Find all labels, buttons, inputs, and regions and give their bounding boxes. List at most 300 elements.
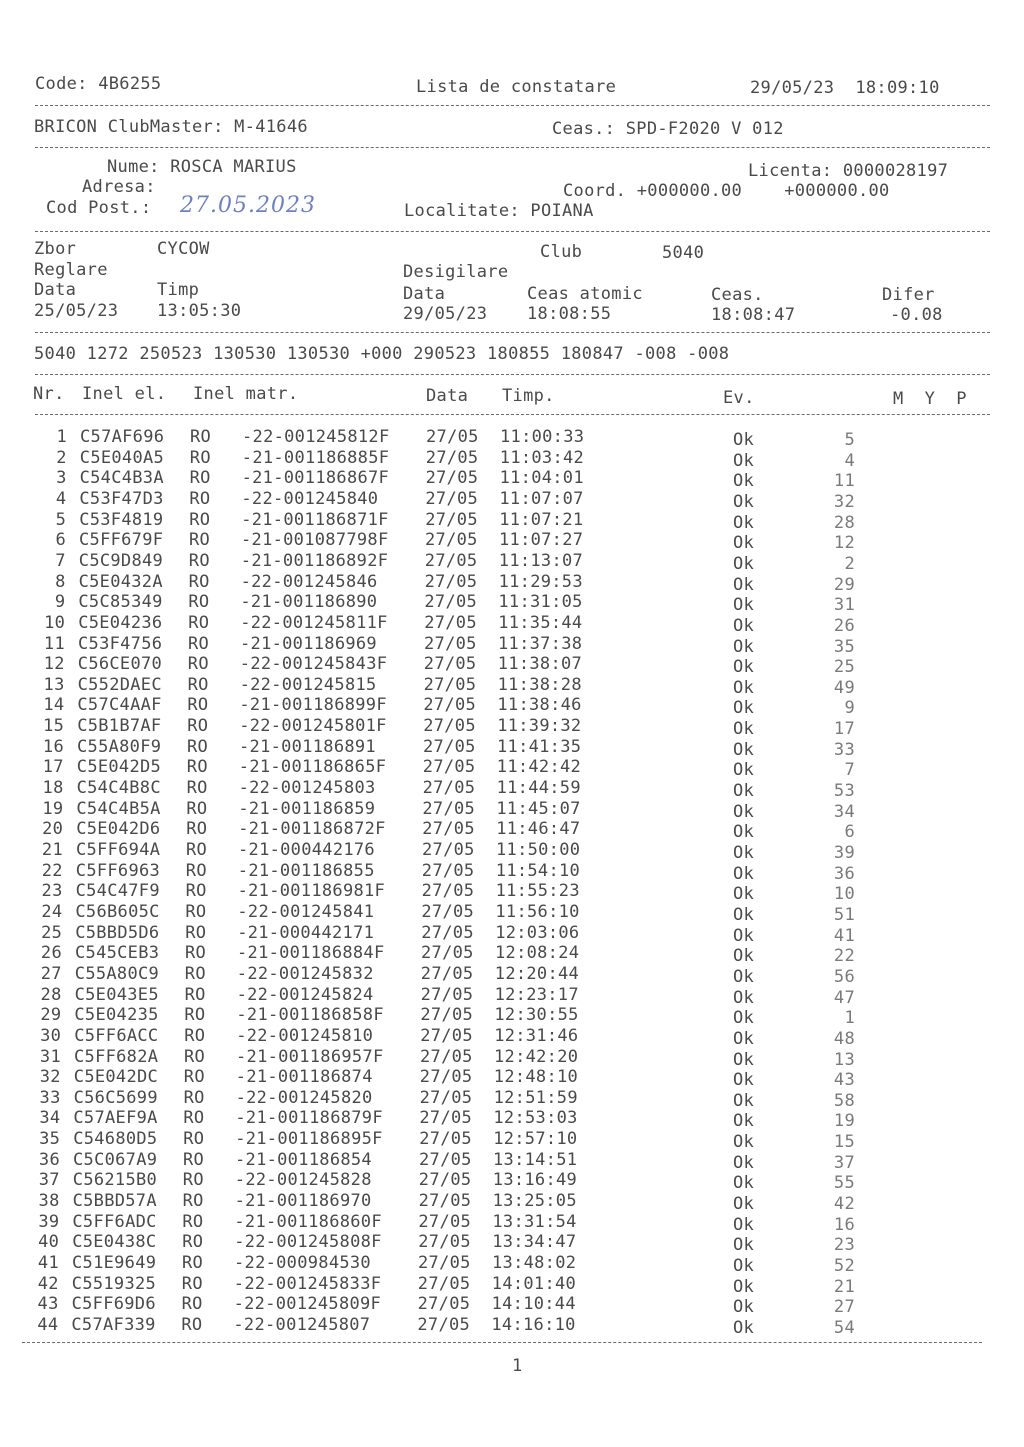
row-score: 37 [833, 1152, 855, 1173]
row-nr: 24 [41, 901, 63, 922]
row-nr: 11 [43, 633, 65, 654]
col-ev: Ev. [723, 388, 755, 408]
row-nr: 36 [38, 1149, 60, 1170]
row-country: RO [184, 1046, 206, 1067]
row-date: 27/05 [423, 716, 476, 737]
row-date: 27/05 [420, 1025, 473, 1046]
row-time: 11:38:28 [497, 674, 582, 695]
row-time: 12:23:17 [494, 984, 579, 1005]
flight-label: Zbor [34, 239, 77, 259]
club-label: Club [540, 242, 583, 262]
row-inel-matr: -22-001245812F [242, 427, 390, 447]
row-time: 11:41:35 [497, 736, 582, 757]
row-date: 27/05 [421, 901, 475, 922]
row-country: RO [188, 633, 210, 654]
row-date: 27/05 [417, 1294, 471, 1315]
row-date: 27/05 [422, 819, 475, 840]
row-inel-matr: -21-001186969 [240, 633, 377, 654]
row-event: Ok [733, 1235, 755, 1256]
locality: Localitate: POIANA [404, 201, 594, 221]
row-date: 27/05 [419, 1149, 472, 1170]
row-country: RO [187, 695, 209, 716]
row-event: Ok [733, 615, 755, 636]
row-event: Ok [733, 430, 755, 450]
row-nr: 22 [41, 860, 63, 881]
row-inel-el: C5FF6ADC [72, 1211, 157, 1232]
row-date: 27/05 [419, 1067, 473, 1088]
divider [35, 332, 990, 333]
divider [35, 374, 990, 375]
desigilare-date: 29/05/23 [403, 304, 488, 324]
row-time: 11:07:21 [499, 509, 584, 530]
row-event: Ok [733, 1297, 755, 1318]
row-score: 21 [833, 1276, 855, 1297]
row-nr: 5 [55, 509, 67, 530]
row-inel-el: C5E04235 [74, 1005, 159, 1026]
row-inel-matr: -21-001087798F [241, 530, 389, 551]
row-time: 13:25:05 [492, 1191, 577, 1212]
row-event: Ok [733, 1173, 755, 1194]
row-time: 11:03:42 [499, 447, 585, 468]
row-score: 53 [833, 781, 855, 802]
row-country: RO [182, 1170, 204, 1191]
row-date: 27/05 [420, 963, 474, 984]
row-country: RO [183, 1149, 205, 1170]
row-country: RO [183, 1129, 205, 1150]
row-country: RO [187, 736, 209, 757]
row-nr: 25 [41, 922, 63, 943]
row-inel-matr: -22-001245815 [239, 674, 377, 695]
row-inel-el: C53F4756 [78, 633, 163, 654]
row-nr: 2 [56, 447, 67, 468]
row-inel-matr: -21-001186891 [239, 736, 376, 757]
license-number: Licenta: 0000028197 [748, 161, 949, 181]
row-inel-el: C5FF69D6 [71, 1294, 156, 1315]
row-score: 17 [833, 719, 855, 740]
row-score: 9 [844, 698, 855, 719]
row-inel-el: C5FF6ACC [74, 1025, 159, 1046]
row-event: Ok [733, 450, 755, 471]
row-event: Ok [733, 1214, 755, 1235]
row-event: Ok [733, 719, 755, 740]
row-inel-el: C55A80F9 [77, 736, 162, 757]
row-score: 52 [833, 1256, 855, 1276]
row-nr: 31 [39, 1046, 61, 1067]
atomic-time: 18:08:55 [527, 304, 612, 324]
row-date: 27/05 [425, 488, 479, 509]
row-inel-matr: -21-001186874 [235, 1067, 373, 1088]
row-score: 54 [833, 1317, 855, 1338]
row-date: 27/05 [423, 736, 476, 757]
row-inel-el: C54C4B3A [79, 468, 164, 489]
row-inel-matr: -22-001245824 [236, 984, 374, 1005]
col-inel-el: Inel el. [82, 384, 167, 404]
ceas-label: Ceas. [711, 285, 764, 305]
row-country: RO [183, 1108, 205, 1129]
row-nr: 6 [55, 530, 66, 551]
row-score: 42 [833, 1194, 855, 1215]
row-country: RO [190, 427, 212, 447]
row-nr: 8 [55, 571, 66, 592]
row-inel-matr: -22-001245803 [238, 778, 376, 799]
row-country: RO [186, 778, 208, 799]
data-label: Data [34, 280, 77, 300]
divider [35, 147, 990, 148]
row-inel-el: C56CE070 [77, 654, 163, 675]
row-inel-matr: -21-001186865F [238, 757, 387, 778]
row-time: 11:45:07 [496, 798, 581, 819]
row-date: 27/05 [425, 509, 478, 530]
row-event: Ok [733, 946, 755, 967]
clock-time: 18:08:47 [711, 305, 796, 325]
row-date: 27/05 [421, 922, 474, 943]
row-inel-matr: -21-001186981F [237, 881, 386, 902]
row-event: Ok [733, 677, 755, 698]
row-time: 14:16:10 [491, 1314, 576, 1335]
row-time: 11:42:42 [496, 757, 582, 778]
row-nr: 18 [42, 778, 64, 799]
row-inel-el: C5BBD5D6 [75, 922, 160, 943]
row-inel-matr: -21-001186970 [234, 1191, 372, 1212]
row-inel-matr: -21-001186895F [235, 1129, 383, 1150]
row-country: RO [188, 612, 210, 633]
row-time: 13:34:47 [492, 1232, 577, 1253]
row-score: 15 [833, 1132, 855, 1153]
row-inel-matr: -22-001245801F [239, 716, 387, 737]
row-score: 58 [833, 1090, 855, 1111]
row-country: RO [186, 757, 208, 778]
ceas-atomic-label: Ceas atomic [527, 284, 643, 304]
row-inel-el: C5E04236 [78, 612, 163, 633]
row-inel-matr: -21-001186871F [241, 509, 389, 530]
row-inel-matr: -22-001245841 [237, 901, 375, 922]
row-inel-matr: -21-000442171 [237, 922, 375, 943]
row-score: 7 [844, 760, 855, 781]
row-inel-matr: -21-001186854 [235, 1149, 372, 1170]
row-time: 11:04:01 [499, 468, 584, 489]
row-inel-el: C54C4B8C [76, 778, 161, 799]
row-time: 11:55:23 [495, 881, 580, 902]
row-country: RO [185, 943, 207, 964]
row-score: 34 [833, 801, 855, 822]
row-score: 10 [833, 884, 855, 905]
system-name: BRICON ClubMaster: M-41646 [34, 117, 308, 137]
row-inel-el: C5FF682A [74, 1046, 159, 1067]
row-time: 11:31:05 [498, 592, 583, 613]
clock-model: Ceas.: SPD-F2020 V 012 [552, 119, 784, 139]
row-time: 14:10:44 [491, 1294, 576, 1315]
flight-value: CYCOW [157, 239, 210, 259]
row-score: 26 [833, 615, 855, 636]
row-date: 27/05 [424, 550, 478, 571]
reglare-label: Reglare [34, 260, 108, 280]
row-time: 12:30:55 [494, 1005, 579, 1026]
row-event: Ok [733, 1317, 755, 1338]
row-score: 55 [833, 1173, 855, 1194]
row-event: Ok [733, 1132, 755, 1153]
owner-name: Nume: ROSCA MARIUS [107, 157, 297, 177]
row-inel-el: C57AF339 [71, 1314, 156, 1335]
row-nr: 13 [43, 674, 65, 695]
row-event: Ok [733, 1256, 755, 1276]
row-time: 11:29:53 [498, 571, 583, 592]
row-event: Ok [733, 987, 755, 1008]
row-inel-el: C53F4819 [79, 509, 164, 530]
row-country: RO [182, 1253, 204, 1273]
row-nr: 12 [43, 654, 65, 675]
row-score: 51 [833, 904, 855, 925]
row-inel-el: C51E9649 [72, 1253, 157, 1273]
row-nr: 16 [42, 736, 64, 757]
row-country: RO [189, 488, 211, 509]
row-score: 35 [833, 636, 855, 657]
row-date: 27/05 [423, 654, 477, 675]
row-time: 11:44:59 [496, 778, 581, 799]
row-inel-matr: -21-001186899F [239, 695, 387, 716]
row-country: RO [182, 1232, 204, 1253]
row-inel-matr: -21-001186859 [238, 798, 376, 819]
row-inel-el: C54680D5 [73, 1129, 158, 1150]
row-inel-el: C54C47F9 [75, 881, 160, 902]
row-inel-matr: -21-001186890 [240, 592, 378, 613]
row-country: RO [185, 922, 207, 943]
row-inel-el: C55A80C9 [74, 963, 160, 984]
row-nr: 14 [43, 695, 65, 716]
row-event: Ok [733, 1194, 755, 1215]
row-score: 32 [833, 491, 855, 512]
row-inel-matr: -21-001186884F [237, 943, 385, 964]
row-date: 27/05 [418, 1253, 471, 1273]
row-country: RO [188, 571, 210, 592]
row-date: 27/05 [425, 468, 479, 489]
row-time: 11:56:10 [495, 901, 580, 922]
row-inel-el: C5E042D5 [76, 757, 162, 778]
row-inel-matr: -22-001245832 [236, 963, 374, 984]
row-inel-el: C5FF679F [79, 530, 164, 551]
row-event: Ok [733, 533, 755, 554]
divider [35, 414, 990, 415]
row-nr: 26 [40, 943, 62, 964]
divider [22, 1342, 982, 1343]
row-inel-el: C56215B0 [72, 1170, 158, 1191]
row-score: 25 [833, 657, 855, 678]
row-inel-el: C5E040A5 [79, 447, 165, 468]
col-nr: Nr. [33, 384, 65, 404]
row-date: 27/05 [420, 984, 474, 1005]
row-time: 12:57:10 [493, 1129, 578, 1150]
row-score: 31 [833, 595, 855, 616]
row-time: 12:20:44 [494, 963, 580, 984]
row-nr: 39 [38, 1211, 60, 1232]
row-inel-el: C5519325 [71, 1273, 157, 1294]
row-date: 27/05 [418, 1232, 471, 1253]
row-score: 41 [833, 925, 855, 946]
postcode-label: Cod Post.: [46, 198, 152, 218]
col-data: Data [426, 386, 469, 406]
row-country: RO [189, 530, 211, 551]
row-date: 27/05 [424, 571, 478, 592]
row-country: RO [181, 1273, 203, 1294]
row-nr: 34 [39, 1108, 61, 1129]
row-country: RO [188, 550, 210, 571]
row-time: 12:48:10 [493, 1067, 579, 1088]
document-title: Lista de constatare [416, 77, 617, 97]
row-inel-matr: -22-001245811F [240, 612, 388, 633]
row-inel-matr: -22-000984530 [234, 1253, 371, 1273]
row-score: 43 [833, 1070, 855, 1091]
row-score: 28 [833, 512, 855, 533]
row-date: 27/05 [421, 943, 474, 964]
row-date: 27/05 [424, 633, 477, 654]
row-event: Ok [733, 1276, 755, 1297]
row-date: 27/05 [418, 1170, 472, 1191]
row-inel-el: C5E042D6 [76, 819, 161, 840]
reglare-time: 13:05:30 [157, 301, 242, 321]
row-inel-el: C5BBD57A [72, 1191, 157, 1212]
row-score: 6 [844, 822, 855, 843]
row-nr: 23 [41, 881, 63, 902]
row-inel-matr: -21-001186885F [241, 447, 390, 468]
row-date: 27/05 [417, 1273, 471, 1294]
row-country: RO [183, 1087, 205, 1108]
row-nr: 40 [38, 1232, 60, 1253]
row-inel-el: C5E042DC [73, 1067, 159, 1088]
row-date: 27/05 [422, 840, 475, 860]
divider [35, 105, 990, 106]
row-inel-matr: -21-001186860F [234, 1211, 382, 1232]
row-inel-el: C5C9D849 [78, 550, 164, 571]
row-inel-el: C57AF696 [80, 427, 165, 447]
row-nr: 38 [38, 1191, 60, 1212]
row-score: 48 [833, 1028, 855, 1049]
row-event: Ok [733, 512, 755, 533]
address-label: Adresa: [82, 177, 156, 197]
row-date: 27/05 [424, 612, 477, 633]
row-nr: 19 [42, 798, 64, 819]
row-time: 12:03:06 [495, 922, 580, 943]
row-date: 27/05 [420, 1046, 473, 1067]
row-event: Ok [733, 657, 755, 678]
row-inel-matr: -21-001186858F [236, 1005, 384, 1026]
row-inel-el: C53F47D3 [79, 488, 164, 509]
row-event: Ok [733, 1111, 755, 1132]
col-timp: Timp. [502, 386, 555, 406]
row-score: 36 [833, 863, 855, 884]
row-inel-matr: -22-001245833F [233, 1273, 382, 1294]
row-inel-el: C5E043E5 [74, 984, 159, 1005]
row-inel-matr: -22-001245843F [239, 654, 388, 675]
row-score: 12 [833, 533, 855, 554]
row-event: Ok [733, 843, 755, 863]
row-event: Ok [733, 760, 755, 781]
row-nr: 41 [37, 1253, 59, 1273]
row-event: Ok [733, 1070, 755, 1091]
row-time: 14:01:40 [491, 1273, 577, 1294]
row-country: RO [184, 963, 206, 984]
row-nr: 15 [43, 716, 65, 737]
row-score: 47 [833, 987, 855, 1008]
row-date: 27/05 [421, 881, 475, 902]
row-time: 12:08:24 [495, 943, 580, 964]
row-time: 12:51:59 [493, 1087, 578, 1108]
row-date: 27/05 [424, 592, 478, 613]
row-inel-matr: -21-001186879F [235, 1108, 383, 1129]
row-inel-matr: -21-001186867F [241, 468, 390, 489]
row-date: 27/05 [421, 860, 475, 881]
row-country: RO [185, 901, 207, 922]
row-country: RO [181, 1314, 203, 1335]
divider [35, 231, 990, 232]
row-date: 27/05 [417, 1314, 471, 1335]
row-event: Ok [733, 1152, 755, 1173]
row-date: 27/05 [420, 1005, 474, 1026]
row-time: 11:50:00 [496, 840, 581, 860]
row-inel-el: C5E0432A [78, 571, 163, 592]
desigilare-label: Desigilare [403, 262, 509, 282]
row-time: 12:31:46 [494, 1025, 579, 1046]
row-time: 11:13:07 [498, 550, 584, 571]
row-event: Ok [733, 471, 755, 492]
row-country: RO [184, 1005, 206, 1026]
row-date: 27/05 [418, 1191, 472, 1212]
row-country: RO [186, 840, 208, 860]
row-time: 11:54:10 [495, 860, 581, 881]
row-time: 11:46:47 [496, 819, 581, 840]
row-country: RO [189, 509, 211, 530]
row-inel-matr: -22-001245810 [236, 1025, 374, 1046]
row-country: RO [183, 1067, 205, 1088]
row-time: 12:53:03 [493, 1108, 578, 1129]
row-score: 2 [844, 553, 855, 574]
row-nr: 42 [37, 1273, 59, 1294]
row-event: Ok [733, 822, 755, 843]
row-time: 11:39:32 [497, 716, 582, 737]
row-nr: 30 [40, 1025, 62, 1046]
code-label: Code: 4B6255 [35, 74, 162, 94]
row-date: 27/05 [419, 1129, 472, 1150]
row-nr: 44 [37, 1314, 59, 1335]
row-country: RO [186, 798, 208, 819]
row-event: Ok [733, 1090, 755, 1111]
row-country: RO [185, 881, 207, 902]
row-nr: 17 [42, 757, 64, 778]
row-inel-el: C5B1B7AF [77, 716, 162, 737]
row-event: Ok [733, 574, 755, 595]
difference-value: -0.08 [890, 305, 943, 325]
row-date: 27/05 [422, 798, 476, 819]
row-date: 27/05 [425, 530, 478, 551]
row-inel-matr: -22-001245846 [240, 571, 378, 592]
row-nr: 10 [44, 612, 66, 633]
row-score: 22 [833, 946, 855, 967]
row-inel-matr: -21-001186855 [237, 860, 375, 881]
row-nr: 4 [55, 488, 67, 509]
row-time: 12:42:20 [494, 1046, 579, 1067]
row-inel-el: C56B605C [75, 901, 160, 922]
row-inel-matr: -21-000442176 [238, 840, 375, 860]
row-inel-el: C545CEB3 [75, 943, 160, 964]
timp-label: Timp [157, 280, 200, 300]
row-time: 11:38:46 [497, 695, 582, 716]
summary-line: 5040 1272 250523 130530 130530 +000 290523 180855 180847 -008 -008 [34, 344, 730, 364]
row-date: 27/05 [426, 427, 479, 447]
row-date: 27/05 [423, 695, 477, 716]
row-score: 5 [844, 430, 855, 450]
row-nr: 9 [54, 592, 66, 613]
row-inel-el: C552DAEC [77, 674, 162, 695]
row-score: 29 [833, 574, 855, 595]
club-value: 5040 [662, 243, 705, 263]
